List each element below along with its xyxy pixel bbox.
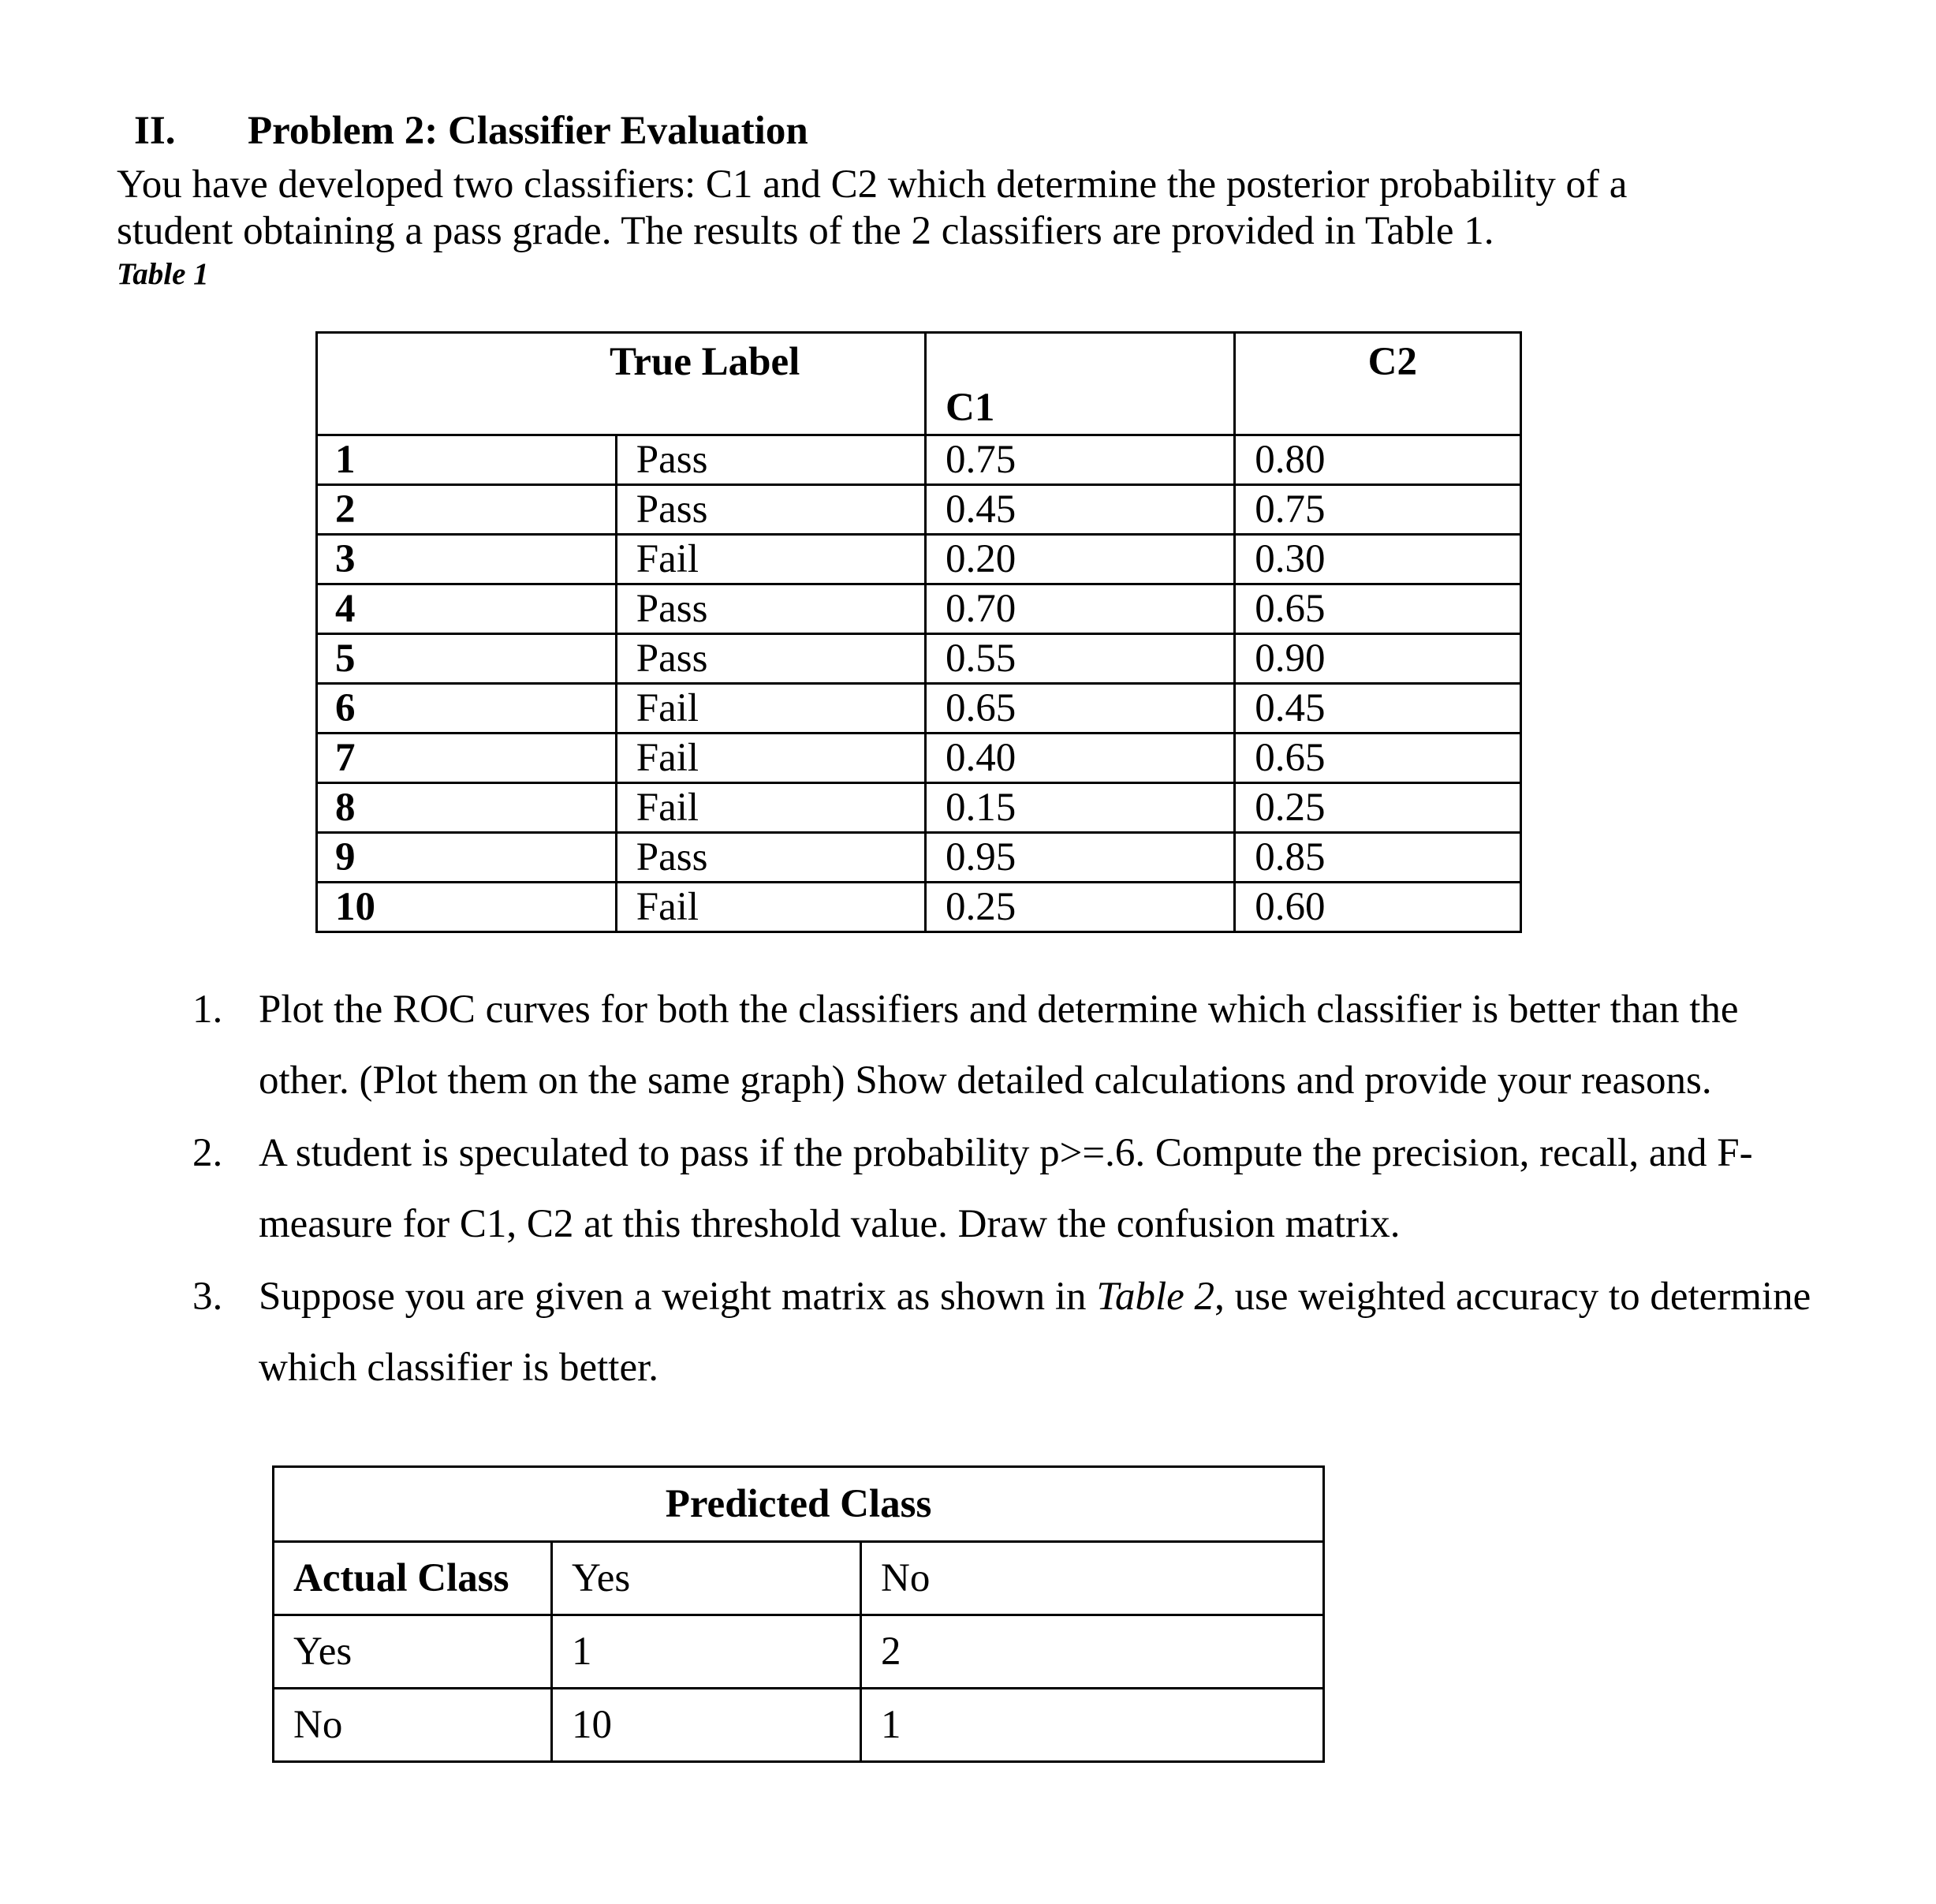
cell-yes: 1	[552, 1615, 861, 1689]
row-true-label: Fail	[616, 883, 925, 932]
table1-header-true-label-cell	[317, 333, 926, 435]
table-row	[317, 833, 1521, 883]
table-row	[317, 734, 1521, 783]
row-true-label: Fail	[616, 684, 925, 734]
question-text-before: Suppose you are given a weight matrix as shown in	[259, 1275, 1097, 1319]
table2-predicted-row	[274, 1467, 1324, 1542]
row-c2-prob: 0.30	[1235, 535, 1521, 584]
row-true-label: Pass	[616, 485, 925, 535]
row-true-label: Pass	[616, 435, 925, 485]
row-c2-prob: 0.80	[1235, 435, 1521, 485]
table1-header-c2-cell	[1235, 333, 1521, 435]
question-text: A student is speculated to pass if the probability p>=.6. Compute the precision, recall, and F-measure for C1, C2 at this threshold value. Draw the confusion matrix.	[259, 1131, 1753, 1246]
table-row	[317, 435, 1521, 485]
row-c1-prob: 0.25	[926, 883, 1235, 932]
question-text: Plot the ROC curves for both the classifiers and determine which classifier is better than the other. (Plot them on the same graph) Show detailed calculations and provide your reasons.	[259, 987, 1739, 1103]
list-item	[181, 1118, 1837, 1260]
table-row	[317, 883, 1521, 932]
row-c2-prob: 0.90	[1235, 634, 1521, 684]
row-true-label: Pass	[616, 634, 925, 684]
row-c1-prob: 0.45	[926, 485, 1235, 535]
table1-header-c2: C2	[1367, 340, 1417, 384]
row-c2-prob: 0.75	[1235, 485, 1521, 535]
cell-no: 1	[861, 1689, 1324, 1762]
row-true-label: Fail	[616, 734, 925, 783]
row-id: 1	[317, 435, 617, 485]
table2-weight-matrix	[272, 1465, 1325, 1763]
table-row	[317, 584, 1521, 634]
table-row	[317, 634, 1521, 684]
row-c2-prob: 0.65	[1235, 734, 1521, 783]
list-item	[181, 1261, 1837, 1403]
row-id: 3	[317, 535, 617, 584]
row-id: 7	[317, 734, 617, 783]
row-label: Yes	[274, 1615, 552, 1689]
row-id: 4	[317, 584, 617, 634]
cell-no: 2	[861, 1615, 1324, 1689]
row-c1-prob: 0.15	[926, 783, 1235, 833]
row-true-label: Pass	[616, 584, 925, 634]
row-id: 6	[317, 684, 617, 734]
row-c1-prob: 0.65	[926, 684, 1235, 734]
list-item	[181, 974, 1837, 1116]
question-number: 2.	[192, 1131, 223, 1175]
row-c1-prob: 0.70	[926, 584, 1235, 634]
question-text-italic: Table 2	[1096, 1275, 1215, 1319]
row-id: 9	[317, 833, 617, 883]
row-c1-prob: 0.95	[926, 833, 1235, 883]
actual-class-header: Actual Class	[274, 1542, 552, 1615]
row-true-label: Pass	[616, 833, 925, 883]
table1-header-c1: C1	[946, 386, 995, 430]
row-c2-prob: 0.65	[1235, 584, 1521, 634]
row-id: 8	[317, 783, 617, 833]
cell-yes: 10	[552, 1689, 861, 1762]
col-no-header: No	[861, 1542, 1324, 1615]
table1-header-row	[317, 333, 1521, 435]
table1-header-c1-cell	[926, 333, 1235, 435]
table-row	[317, 684, 1521, 734]
row-c1-prob: 0.20	[926, 535, 1235, 584]
question-text-after: , use weighted accuracy to determine which classifier is better.	[259, 1275, 1811, 1390]
table1-caption: Table 1	[117, 257, 209, 291]
row-id: 2	[317, 485, 617, 535]
table1-header-true-label: True Label	[610, 340, 800, 384]
row-label: No	[274, 1689, 552, 1762]
intro-paragraph: You have developed two classifiers: C1 and C2 which determine the posterior probability of a student obtaining a pass grade. The results of the 2 classifiers are provided in Table 1.	[117, 162, 1628, 253]
table-row	[317, 485, 1521, 535]
row-c1-prob: 0.55	[926, 634, 1235, 684]
table-row	[274, 1689, 1324, 1762]
row-c1-prob: 0.40	[926, 734, 1235, 783]
row-true-label: Fail	[616, 535, 925, 584]
row-id: 5	[317, 634, 617, 684]
row-c1-prob: 0.75	[926, 435, 1235, 485]
table1	[315, 331, 1522, 933]
row-id: 10	[317, 883, 617, 932]
col-yes-header: Yes	[552, 1542, 861, 1615]
row-c2-prob: 0.45	[1235, 684, 1521, 734]
row-c2-prob: 0.25	[1235, 783, 1521, 833]
table-row	[274, 1615, 1324, 1689]
table-row	[317, 535, 1521, 584]
question-list	[181, 974, 1837, 1405]
row-c2-prob: 0.85	[1235, 833, 1521, 883]
section-title: Problem 2: Classifier Evaluation	[248, 109, 808, 153]
question-number: 1.	[192, 987, 223, 1032]
table-row	[317, 783, 1521, 833]
section-number: II.	[134, 109, 176, 153]
row-c2-prob: 0.60	[1235, 883, 1521, 932]
row-true-label: Fail	[616, 783, 925, 833]
table2-header-row	[274, 1542, 1324, 1615]
question-number: 3.	[192, 1275, 223, 1319]
predicted-class-header: Predicted Class	[274, 1467, 1324, 1542]
